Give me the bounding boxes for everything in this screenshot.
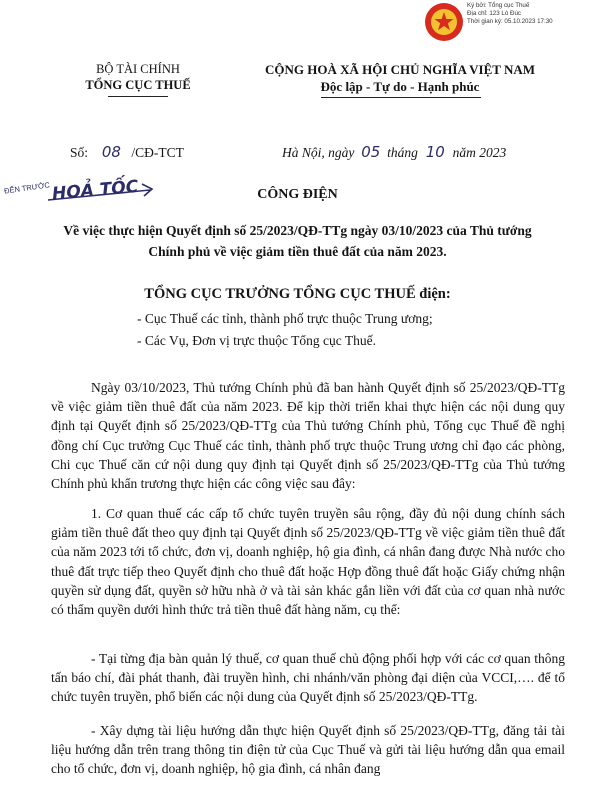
document-title: CÔNG ĐIỆN	[257, 187, 338, 202]
national-motto: Độc lập - Tự do - Hạnh phúc	[320, 79, 480, 94]
document-number-suffix: /CĐ-TCT	[131, 145, 184, 160]
date-month-label: tháng	[387, 145, 418, 160]
department-name: TỔNG CỤC THUẾ	[85, 78, 191, 92]
digital-signature-info	[467, 2, 593, 26]
date-year: năm 2023	[452, 145, 507, 160]
document-number	[70, 143, 184, 161]
ministry-name: BỘ TÀI CHÍNH	[96, 62, 180, 76]
signature-signer: Ký bởi: Tổng cục Thuế	[467, 2, 530, 9]
body-paragraph-3: - Tại từng địa bàn quản lý thuế, cơ quan thuế chủ động phối hợp với các cơ quan thông tấn báo chí, đài phát thanh, đài truyền hình, chi nhánh/văn phòng đại diện của VCCI,…. để tổ chức tuyên truyền, phổ biến các nội dung của Quyết định số 25/2023/QĐ-TTg.	[51, 651, 565, 705]
document-number-handwritten: 08	[101, 143, 121, 161]
body-paragraph-4: - Xây dựng tài liệu hướng dẫn thực hiện Quyết định số 25/2023/QĐ-TTg, đăng tải tài liệu hướng dẫn trên trang thông tin điện tử của Cục Thuế và gửi tài liệu hướng dẫn qua email cho tổ chức, đơn vị, doanh nghiệp, hộ gia đình, cá nhân đang	[51, 723, 565, 777]
document-subject: Về việc thực hiện Quyết định số 25/2023/QĐ-TTg ngày 03/10/2023 của Thủ tướng Chính phủ về việc giảm tiền thuê đất của năm 2023.	[63, 223, 532, 259]
body-paragraph-1: Ngày 03/10/2023, Thủ tướng Chính phủ đã ban hành Quyết định số 25/2023/QĐ-TTg về việc giảm tiền thuê đất của năm 2023. Để kịp thời triển khai thực hiện các nội dung quy định tại Quyết định số 25/2023/QĐ-TTg của Thủ tướng Chính phủ, Tổng cục Thuế đề nghị đồng chí Cục trưởng Cục Thuế các tỉnh, thành phố trực thuộc Trung ương chỉ đạo các phòng, Chi cục Thuế căn cứ nội dung quy định tại Quyết định số 25/2023/QĐ-TTg của Thủ tướng Chính phủ khẩn trương thực hiện các công việc sau đây:	[51, 380, 565, 492]
urgent-stamp-text: HOẢ TỐC	[51, 176, 140, 205]
department-underline	[108, 96, 168, 97]
telegram-heading: TỔNG CỤC TRƯỞNG TỔNG CỤC THUẾ điện:	[144, 286, 451, 302]
recipient-item: - Cục Thuế các tỉnh, thành phố trực thuộc Trung ương;	[137, 311, 433, 326]
urgent-stamp-label: ĐẾN TRƯỚC	[3, 180, 51, 196]
signature-address: Địa chỉ: 123 Lò Đúc	[467, 10, 521, 17]
recipient-item: - Các Vụ, Đơn vị trực thuộc Tổng cục Thuế.	[137, 333, 377, 348]
date-day: 05	[361, 143, 381, 161]
date-month: 10	[425, 143, 445, 161]
signature-time: Thời gian ký: 05.10.2023 17:30	[467, 18, 553, 25]
place-date-prefix: Hà Nội, ngày	[282, 145, 355, 160]
national-emblem-seal	[424, 2, 464, 42]
motto-underline	[321, 97, 481, 98]
document-number-prefix: Số:	[70, 145, 89, 160]
nation-name: CỘNG HOÀ XÃ HỘI CHỦ NGHĨA VIỆT NAM	[264, 62, 536, 77]
place-date	[282, 143, 506, 161]
body-paragraph-2: 1. Cơ quan thuế các cấp tổ chức tuyên truyền sâu rộng, đầy đủ nội dung chính sách giảm tiền thuê đất theo quy định tại Quyết định số 25/2023/QĐ-TTg về việc giảm tiền thuê đất của năm 2023 tới tổ chức, đơn vị, doanh nghiệp, hộ gia đình, cá nhân đang được Nhà nước cho thuê đất trực tiếp theo Quyết định cho thuê đất hoặc Hợp đồng thuê đất hoặc Giấy chứng nhận quyền sử dụng đất, quyền sở hữu nhà ở và tài sản khác gắn liền với đất của cơ quan nhà nước có thẩm quyền dưới hình thức trả tiền thuê đất hàng năm, cụ thể:	[51, 506, 565, 618]
